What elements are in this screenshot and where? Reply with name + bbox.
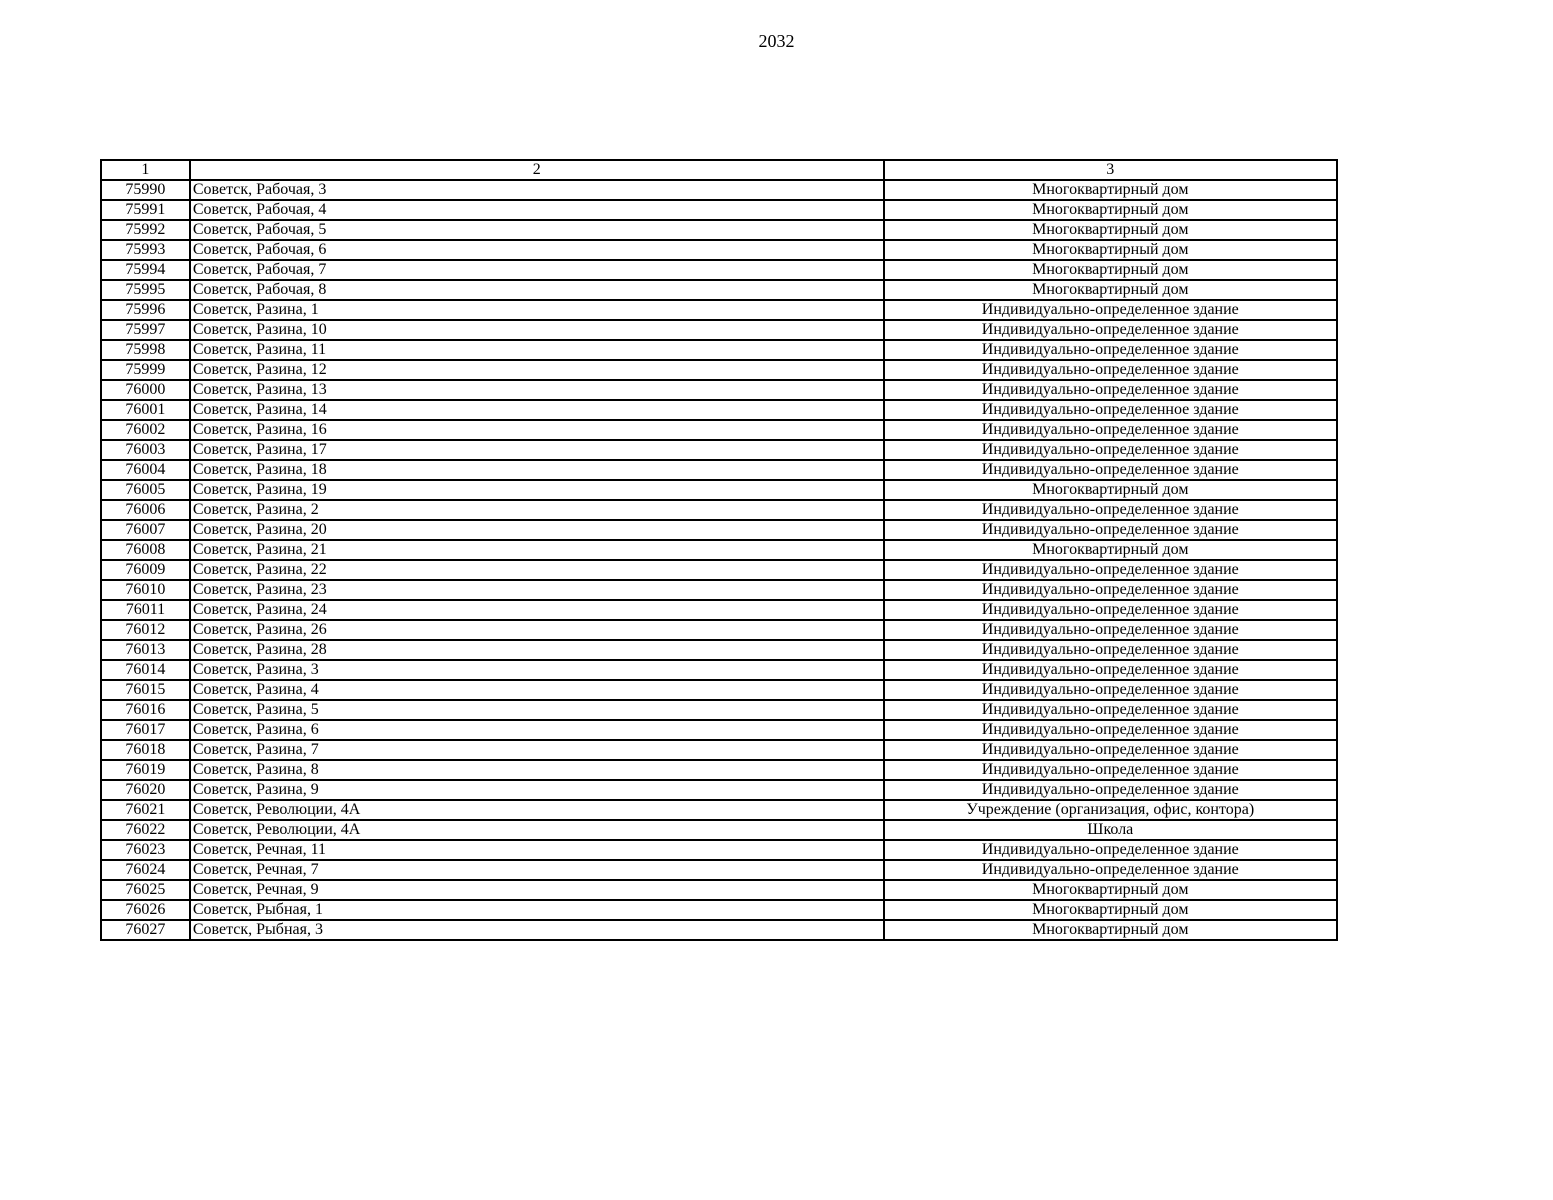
building-type-cell: Индивидуально-определенное здание xyxy=(884,760,1337,780)
address-cell: Советск, Разина, 22 xyxy=(190,560,884,580)
building-type-cell: Многоквартирный дом xyxy=(884,240,1337,260)
address-cell: Советск, Разина, 24 xyxy=(190,600,884,620)
address-cell: Советск, Разина, 28 xyxy=(190,640,884,660)
building-type-cell: Индивидуально-определенное здание xyxy=(884,680,1337,700)
table-row xyxy=(101,180,1337,200)
row-number-cell: 76022 xyxy=(101,820,190,840)
address-cell: Советск, Рыбная, 1 xyxy=(190,900,884,920)
row-number-cell: 75996 xyxy=(101,300,190,320)
building-type-cell: Индивидуально-определенное здание xyxy=(884,520,1337,540)
building-type-cell: Индивидуально-определенное здание xyxy=(884,420,1337,440)
row-number-cell: 76008 xyxy=(101,540,190,560)
building-type-cell: Индивидуально-определенное здание xyxy=(884,380,1337,400)
row-number-cell: 75990 xyxy=(101,180,190,200)
building-type-cell: Индивидуально-определенное здание xyxy=(884,580,1337,600)
table-row xyxy=(101,900,1337,920)
table-row xyxy=(101,700,1337,720)
row-number-cell: 76003 xyxy=(101,440,190,460)
table-row xyxy=(101,680,1337,700)
row-number-cell: 76012 xyxy=(101,620,190,640)
address-cell: Советск, Разина, 20 xyxy=(190,520,884,540)
row-number-cell: 75995 xyxy=(101,280,190,300)
address-cell: Советск, Речная, 7 xyxy=(190,860,884,880)
row-number-cell: 76021 xyxy=(101,800,190,820)
building-type-cell: Индивидуально-определенное здание xyxy=(884,620,1337,640)
address-cell: Советск, Рабочая, 5 xyxy=(190,220,884,240)
building-type-cell: Многоквартирный дом xyxy=(884,880,1337,900)
address-cell: Советск, Разина, 12 xyxy=(190,360,884,380)
row-number-cell: 76005 xyxy=(101,480,190,500)
table-row xyxy=(101,460,1337,480)
table-row xyxy=(101,760,1337,780)
building-type-cell: Многоквартирный дом xyxy=(884,220,1337,240)
building-type-cell: Индивидуально-определенное здание xyxy=(884,660,1337,680)
address-cell: Советск, Разина, 14 xyxy=(190,400,884,420)
address-cell: Советск, Рабочая, 3 xyxy=(190,180,884,200)
table-row xyxy=(101,260,1337,280)
row-number-cell: 75998 xyxy=(101,340,190,360)
building-type-cell: Индивидуально-определенное здание xyxy=(884,860,1337,880)
address-cell: Советск, Рыбная, 3 xyxy=(190,920,884,940)
building-type-cell: Индивидуально-определенное здание xyxy=(884,460,1337,480)
row-number-cell: 75993 xyxy=(101,240,190,260)
building-type-cell: Многоквартирный дом xyxy=(884,480,1337,500)
building-type-cell: Индивидуально-определенное здание xyxy=(884,600,1337,620)
address-cell: Советск, Рабочая, 4 xyxy=(190,200,884,220)
table-row xyxy=(101,380,1337,400)
table-row xyxy=(101,920,1337,940)
table-row xyxy=(101,520,1337,540)
table-row xyxy=(101,360,1337,380)
building-type-cell: Индивидуально-определенное здание xyxy=(884,560,1337,580)
table-row xyxy=(101,720,1337,740)
building-type-cell: Индивидуально-определенное здание xyxy=(884,720,1337,740)
address-cell: Советск, Разина, 5 xyxy=(190,700,884,720)
address-cell: Советск, Разина, 3 xyxy=(190,660,884,680)
row-number-cell: 75992 xyxy=(101,220,190,240)
building-type-cell: Многоквартирный дом xyxy=(884,200,1337,220)
building-type-cell: Школа xyxy=(884,820,1337,840)
row-number-cell: 76024 xyxy=(101,860,190,880)
table-row xyxy=(101,220,1337,240)
row-number-cell: 76018 xyxy=(101,740,190,760)
building-type-cell: Многоквартирный дом xyxy=(884,540,1337,560)
building-type-cell: Многоквартирный дом xyxy=(884,280,1337,300)
table-row xyxy=(101,400,1337,420)
table-row xyxy=(101,300,1337,320)
address-cell: Советск, Разина, 9 xyxy=(190,780,884,800)
table-row xyxy=(101,880,1337,900)
address-cell: Советск, Разина, 1 xyxy=(190,300,884,320)
address-cell: Советск, Революции, 4А xyxy=(190,800,884,820)
table-row xyxy=(101,440,1337,460)
address-cell: Советск, Разина, 6 xyxy=(190,720,884,740)
address-cell: Советск, Рабочая, 7 xyxy=(190,260,884,280)
table-row xyxy=(101,640,1337,660)
address-cell: Советск, Речная, 9 xyxy=(190,880,884,900)
row-number-cell: 75994 xyxy=(101,260,190,280)
table-header-row xyxy=(101,160,1337,180)
row-number-cell: 76000 xyxy=(101,380,190,400)
building-type-cell: Многоквартирный дом xyxy=(884,180,1337,200)
building-type-cell: Индивидуально-определенное здание xyxy=(884,440,1337,460)
row-number-cell: 75991 xyxy=(101,200,190,220)
row-number-cell: 76011 xyxy=(101,600,190,620)
building-type-cell: Учреждение (организация, офис, контора) xyxy=(884,800,1337,820)
building-type-cell: Индивидуально-определенное здание xyxy=(884,400,1337,420)
address-cell: Советск, Революции, 4А xyxy=(190,820,884,840)
row-number-cell: 76002 xyxy=(101,420,190,440)
table-row xyxy=(101,420,1337,440)
table-row xyxy=(101,280,1337,300)
row-number-cell: 76014 xyxy=(101,660,190,680)
address-cell: Советск, Разина, 10 xyxy=(190,320,884,340)
row-number-cell: 76017 xyxy=(101,720,190,740)
table-row xyxy=(101,480,1337,500)
building-type-cell: Индивидуально-определенное здание xyxy=(884,320,1337,340)
address-cell: Советск, Речная, 11 xyxy=(190,840,884,860)
address-cell: Советск, Разина, 18 xyxy=(190,460,884,480)
row-number-cell: 76023 xyxy=(101,840,190,860)
table-body xyxy=(101,160,1337,940)
table-row xyxy=(101,240,1337,260)
table-row xyxy=(101,200,1337,220)
address-cell: Советск, Разина, 7 xyxy=(190,740,884,760)
address-cell: Советск, Рабочая, 8 xyxy=(190,280,884,300)
table-row xyxy=(101,780,1337,800)
row-number-cell: 76027 xyxy=(101,920,190,940)
table-row xyxy=(101,860,1337,880)
building-type-cell: Индивидуально-определенное здание xyxy=(884,360,1337,380)
address-cell: Советск, Разина, 23 xyxy=(190,580,884,600)
building-type-cell: Индивидуально-определенное здание xyxy=(884,340,1337,360)
building-type-cell: Многоквартирный дом xyxy=(884,900,1337,920)
row-number-cell: 76020 xyxy=(101,780,190,800)
table-row xyxy=(101,740,1337,760)
table-row xyxy=(101,600,1337,620)
row-number-cell: 76025 xyxy=(101,880,190,900)
address-cell: Советск, Разина, 21 xyxy=(190,540,884,560)
row-number-cell: 76016 xyxy=(101,700,190,720)
address-cell: Советск, Разина, 19 xyxy=(190,480,884,500)
page-number: 2032 xyxy=(758,31,795,51)
table-row xyxy=(101,540,1337,560)
registry-table xyxy=(100,159,1338,941)
address-cell: Советск, Разина, 16 xyxy=(190,420,884,440)
row-number-cell: 76004 xyxy=(101,460,190,480)
address-cell: Советск, Разина, 17 xyxy=(190,440,884,460)
address-cell: Советск, Разина, 8 xyxy=(190,760,884,780)
building-type-cell: Индивидуально-определенное здание xyxy=(884,840,1337,860)
table-row xyxy=(101,840,1337,860)
row-number-cell: 76015 xyxy=(101,680,190,700)
row-number-cell: 76006 xyxy=(101,500,190,520)
row-number-cell: 76013 xyxy=(101,640,190,660)
row-number-cell: 76019 xyxy=(101,760,190,780)
building-type-cell: Индивидуально-определенное здание xyxy=(884,740,1337,760)
building-type-cell: Индивидуально-определенное здание xyxy=(884,780,1337,800)
row-number-cell: 76007 xyxy=(101,520,190,540)
building-type-cell: Индивидуально-определенное здание xyxy=(884,500,1337,520)
address-cell: Советск, Рабочая, 6 xyxy=(190,240,884,260)
address-cell: Советск, Разина, 2 xyxy=(190,500,884,520)
table-row xyxy=(101,340,1337,360)
row-number-cell: 75997 xyxy=(101,320,190,340)
row-number-cell: 76026 xyxy=(101,900,190,920)
building-type-cell: Многоквартирный дом xyxy=(884,920,1337,940)
header-cell-2: 2 xyxy=(190,160,884,180)
building-type-cell: Индивидуально-определенное здание xyxy=(884,300,1337,320)
building-type-cell: Индивидуально-определенное здание xyxy=(884,640,1337,660)
row-number-cell: 76010 xyxy=(101,580,190,600)
building-type-cell: Многоквартирный дом xyxy=(884,260,1337,280)
table-row xyxy=(101,560,1337,580)
row-number-cell: 76009 xyxy=(101,560,190,580)
header-cell-1: 1 xyxy=(101,160,190,180)
header-cell-3: 3 xyxy=(884,160,1337,180)
table-row xyxy=(101,660,1337,680)
table-row xyxy=(101,500,1337,520)
table-row xyxy=(101,580,1337,600)
row-number-cell: 75999 xyxy=(101,360,190,380)
table-row xyxy=(101,800,1337,820)
row-number-cell: 76001 xyxy=(101,400,190,420)
address-cell: Советск, Разина, 26 xyxy=(190,620,884,640)
table-row xyxy=(101,620,1337,640)
table-row xyxy=(101,320,1337,340)
address-cell: Советск, Разина, 4 xyxy=(190,680,884,700)
address-cell: Советск, Разина, 13 xyxy=(190,380,884,400)
address-cell: Советск, Разина, 11 xyxy=(190,340,884,360)
building-type-cell: Индивидуально-определенное здание xyxy=(884,700,1337,720)
table-row xyxy=(101,820,1337,840)
